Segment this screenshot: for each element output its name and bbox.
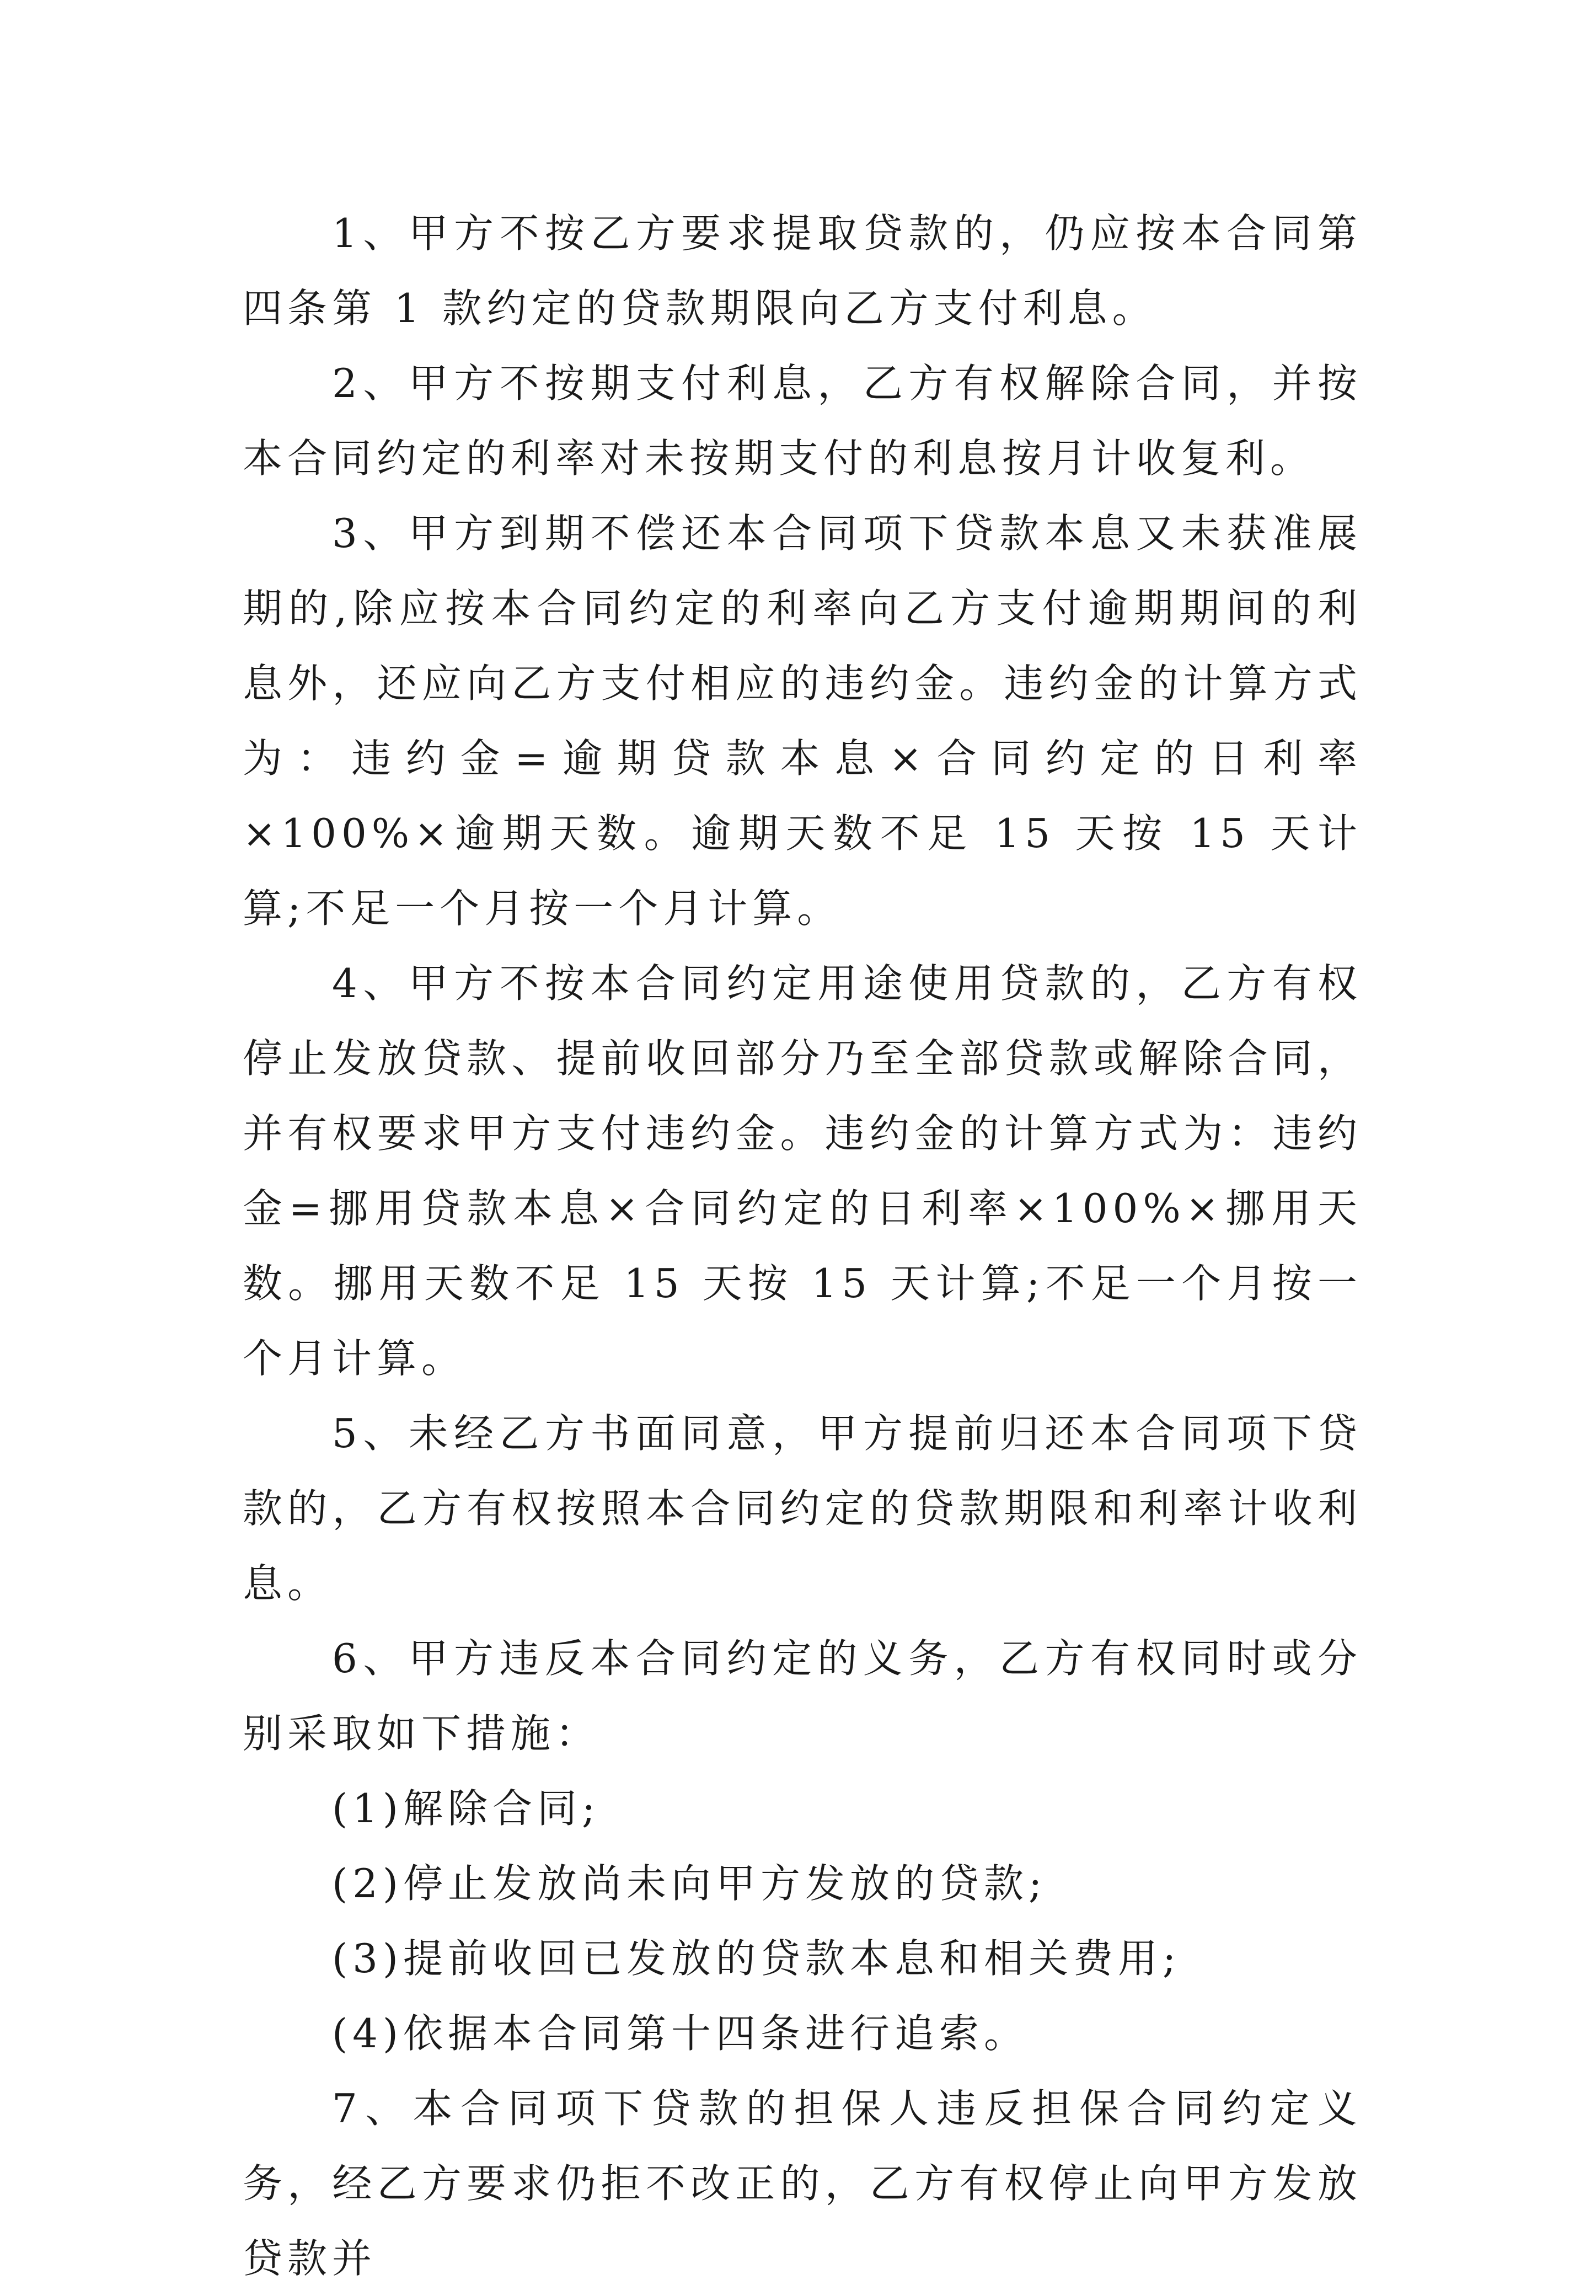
- clause-1: 1、甲方不按乙方要求提取贷款的，仍应按本合同第四条第 1 款约定的贷款期限向乙方支付利息。: [243, 210, 1362, 331]
- measure-1: (1)解除合同;: [332, 1785, 601, 1832]
- measure-4: (4)依据本合同第十四条进行追索。: [332, 2010, 1029, 2057]
- document-body: [243, 196, 1362, 2296]
- clause-2: 2、甲方不按期支付利息，乙方有权解除合同，并按本合同约定的利率对未按期支付的利息按月计收复利。: [243, 360, 1362, 481]
- measure-3: (3)提前收回已发放的贷款本息和相关费用;: [332, 1935, 1181, 1982]
- clause-3: 3、甲方到期不偿还本合同项下贷款本息又未获准展期的,除应按本合同约定的利率向乙方支付逾期期间的利息外，还应向乙方支付相应的违约金。违约金的计算方式为：违约金=逾期贷款本息×合同约定的日利率×100%×逾期天数。逾期天数不足 15 天按 15 天计算;不足一个月按一个月计算。: [243, 510, 1362, 932]
- clause-7: 7、本合同项下贷款的担保人违反担保合同约定义务，经乙方要求仍拒不改正的，乙方有权停止向甲方发放贷款并: [243, 2085, 1362, 2282]
- clause-6: 6、甲方违反本合同约定的义务，乙方有权同时或分别采取如下措施：: [243, 1635, 1362, 1757]
- measure-2: (2)停止发放尚未向甲方发放的贷款;: [332, 1860, 1047, 1907]
- clause-5: 5、未经乙方书面同意，甲方提前归还本合同项下贷款的，乙方有权按照本合同约定的贷款期限和利率计收利息。: [243, 1410, 1362, 1607]
- clause-4: 4、甲方不按本合同约定用途使用贷款的，乙方有权停止发放贷款、提前收回部分乃至全部贷款或解除合同，并有权要求甲方支付违约金。违约金的计算方式为：违约金=挪用贷款本息×合同约定的日利率×100%×挪用天数。挪用天数不足 15 天按 15 天计算;不足一个月按一个月计算。: [243, 960, 1362, 1382]
